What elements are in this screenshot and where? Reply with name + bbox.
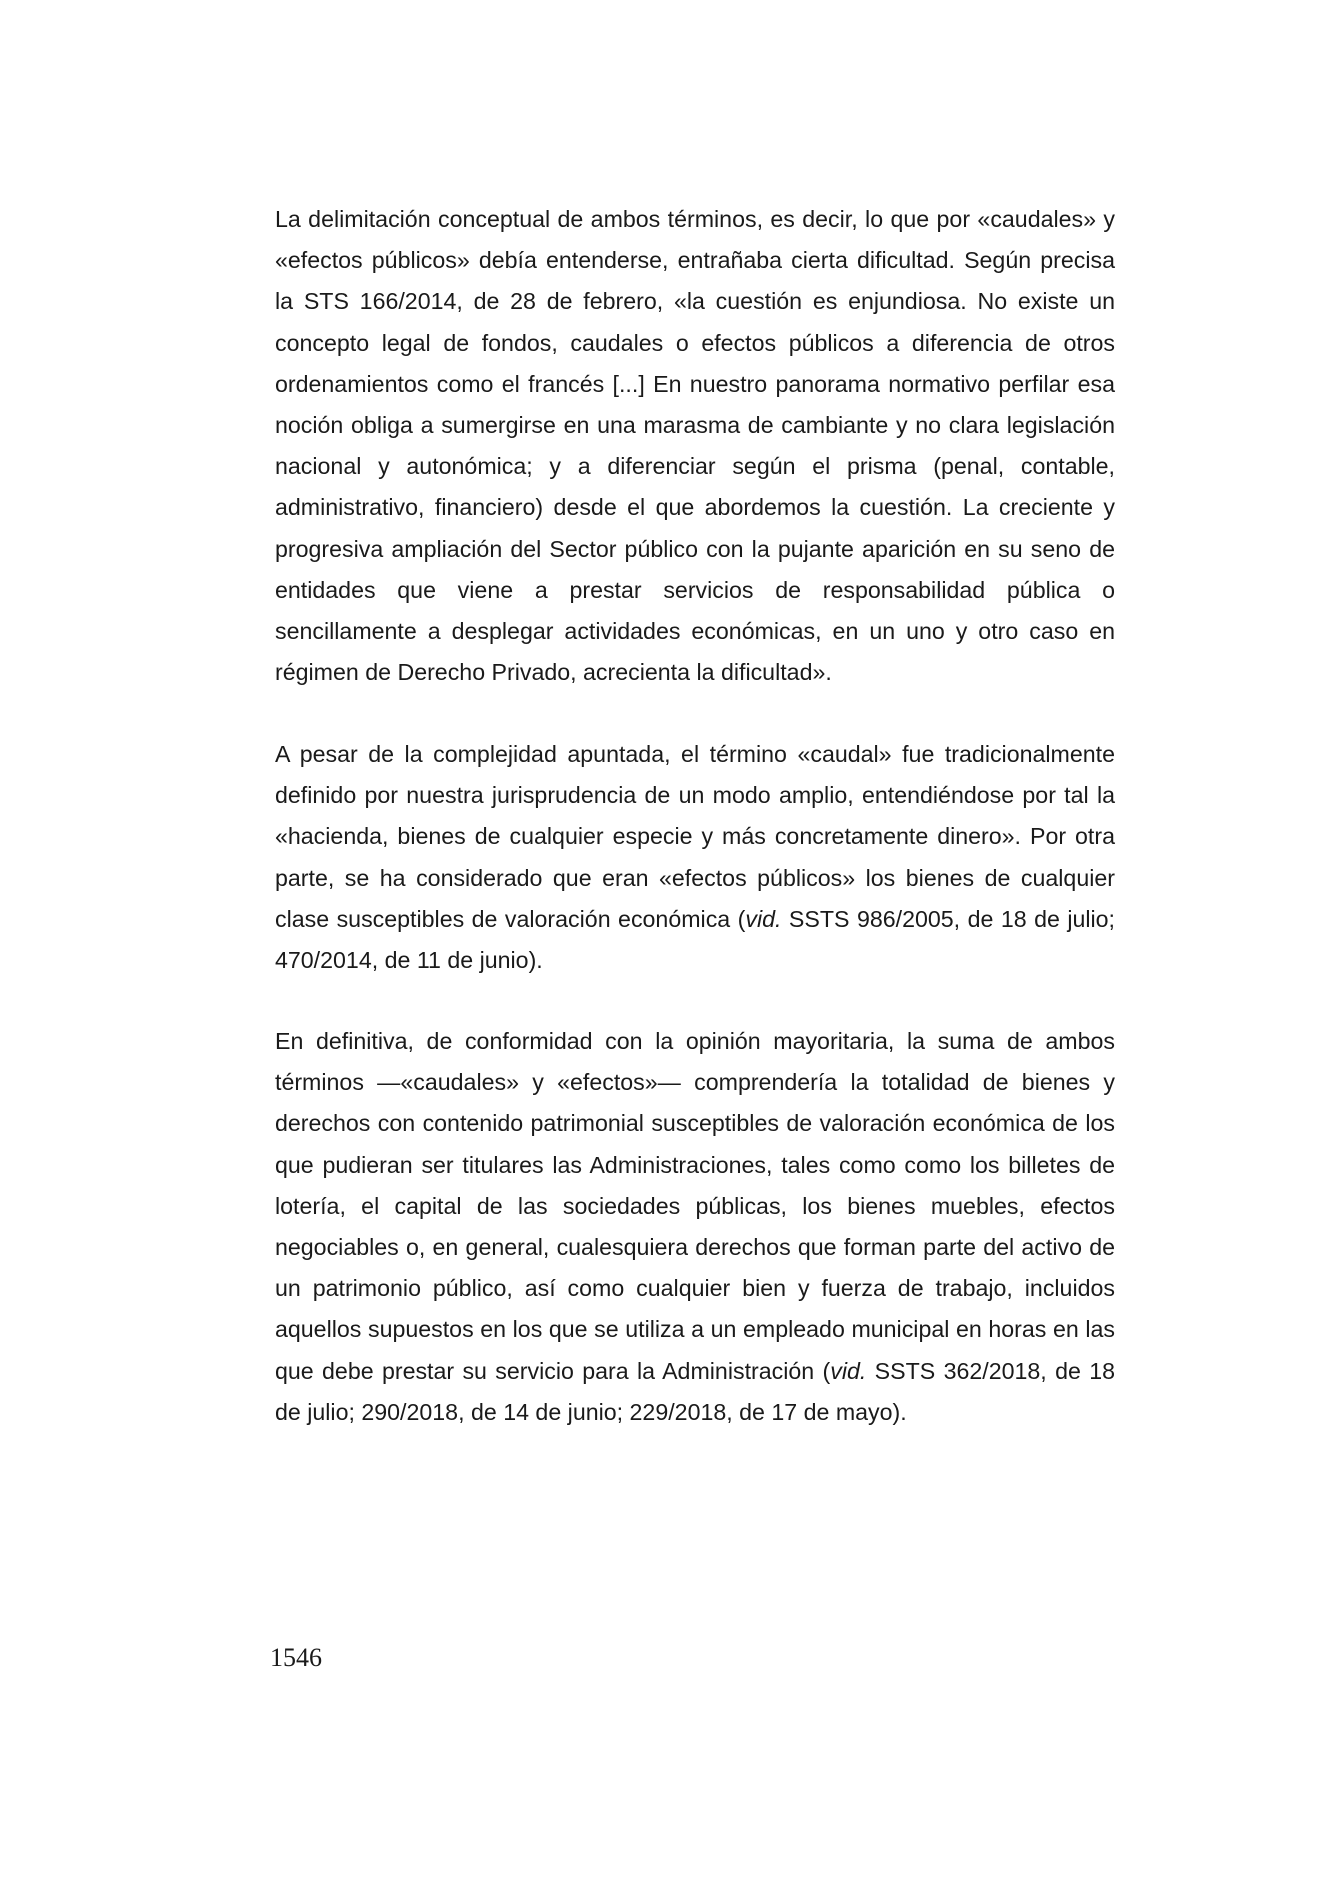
paragraph-2 [275, 734, 1115, 981]
paragraph-3-text-end: SSTS 362/2018, de 18 de julio; 290/2018, de 14 de junio; 229/2018, de 17 de mayo). [275, 1357, 1115, 1425]
paragraph-3-text-start: En definitiva, de conformidad con la opinión mayoritaria, la suma de ambos términos —«caudales» y «efectos»— comprendería la totalidad de bienes y derechos con contenido patrimonial susceptibles de valoración económica de los que pudieran ser titulares las Administraciones, tales como como los billetes de lotería, el capital de las sociedades públicas, los bienes muebles, efectos negociables o, en general, cualesquiera derechos que forman parte del activo de un patrimonio público, así como cualquier bien y fuerza de trabajo, incluidos aquellos supuestos en los que se utiliza a un empleado municipal en horas en las que debe prestar su servicio para la Administración ( [275, 1028, 1115, 1384]
paragraph-3-italic-vid: vid. [830, 1357, 867, 1384]
paragraph-2-italic-vid: vid. [745, 905, 782, 932]
paragraph-3 [275, 1021, 1115, 1433]
page-number: 1546 [270, 1643, 322, 1672]
paragraph-2-text-start: A pesar de la complejidad apuntada, el término «caudal» fue tradicionalmente definido por nuestra jurisprudencia de un modo amplio, entendiéndose por tal la «hacienda, bienes de cualquier especie y más concretamente dinero». Por otra parte, se ha considerado que eran «efectos públicos» los bienes de cualquier clase susceptibles de valoración económica ( [275, 741, 1115, 932]
paragraph-2-text-end: SSTS 986/2005, de 18 de julio; 470/2014, de 11 de junio). [275, 905, 1116, 974]
paragraph-1: La delimitación conceptual de ambos términos, es decir, lo que por «caudales» y «efectos públicos» debía entenderse, entrañaba cierta dificultad. Según precisa la STS 166/2014, de 28 de febrero, «la cuestión es enjundiosa. No existe un concepto legal de fondos, caudales o efectos públicos a diferencia de otros ordenamientos como el francés [...] En nuestro panorama normativo perfilar esa noción obliga a sumergirse en una marasma de cambiante y no clara legislación nacional y autonómica; y a diferenciar según el prisma (penal, contable, administrativo, financiero) desde el que abordemos la cuestión. La creciente y progresiva ampliación del Sector público con la pujante aparición en su seno de entidades que viene a prestar servicios de responsabilidad pública o sencillamente a desplegar actividades económicas, en un uno y otro caso en régimen de Derecho Privado, acrecienta la dificultad». [275, 206, 1115, 686]
